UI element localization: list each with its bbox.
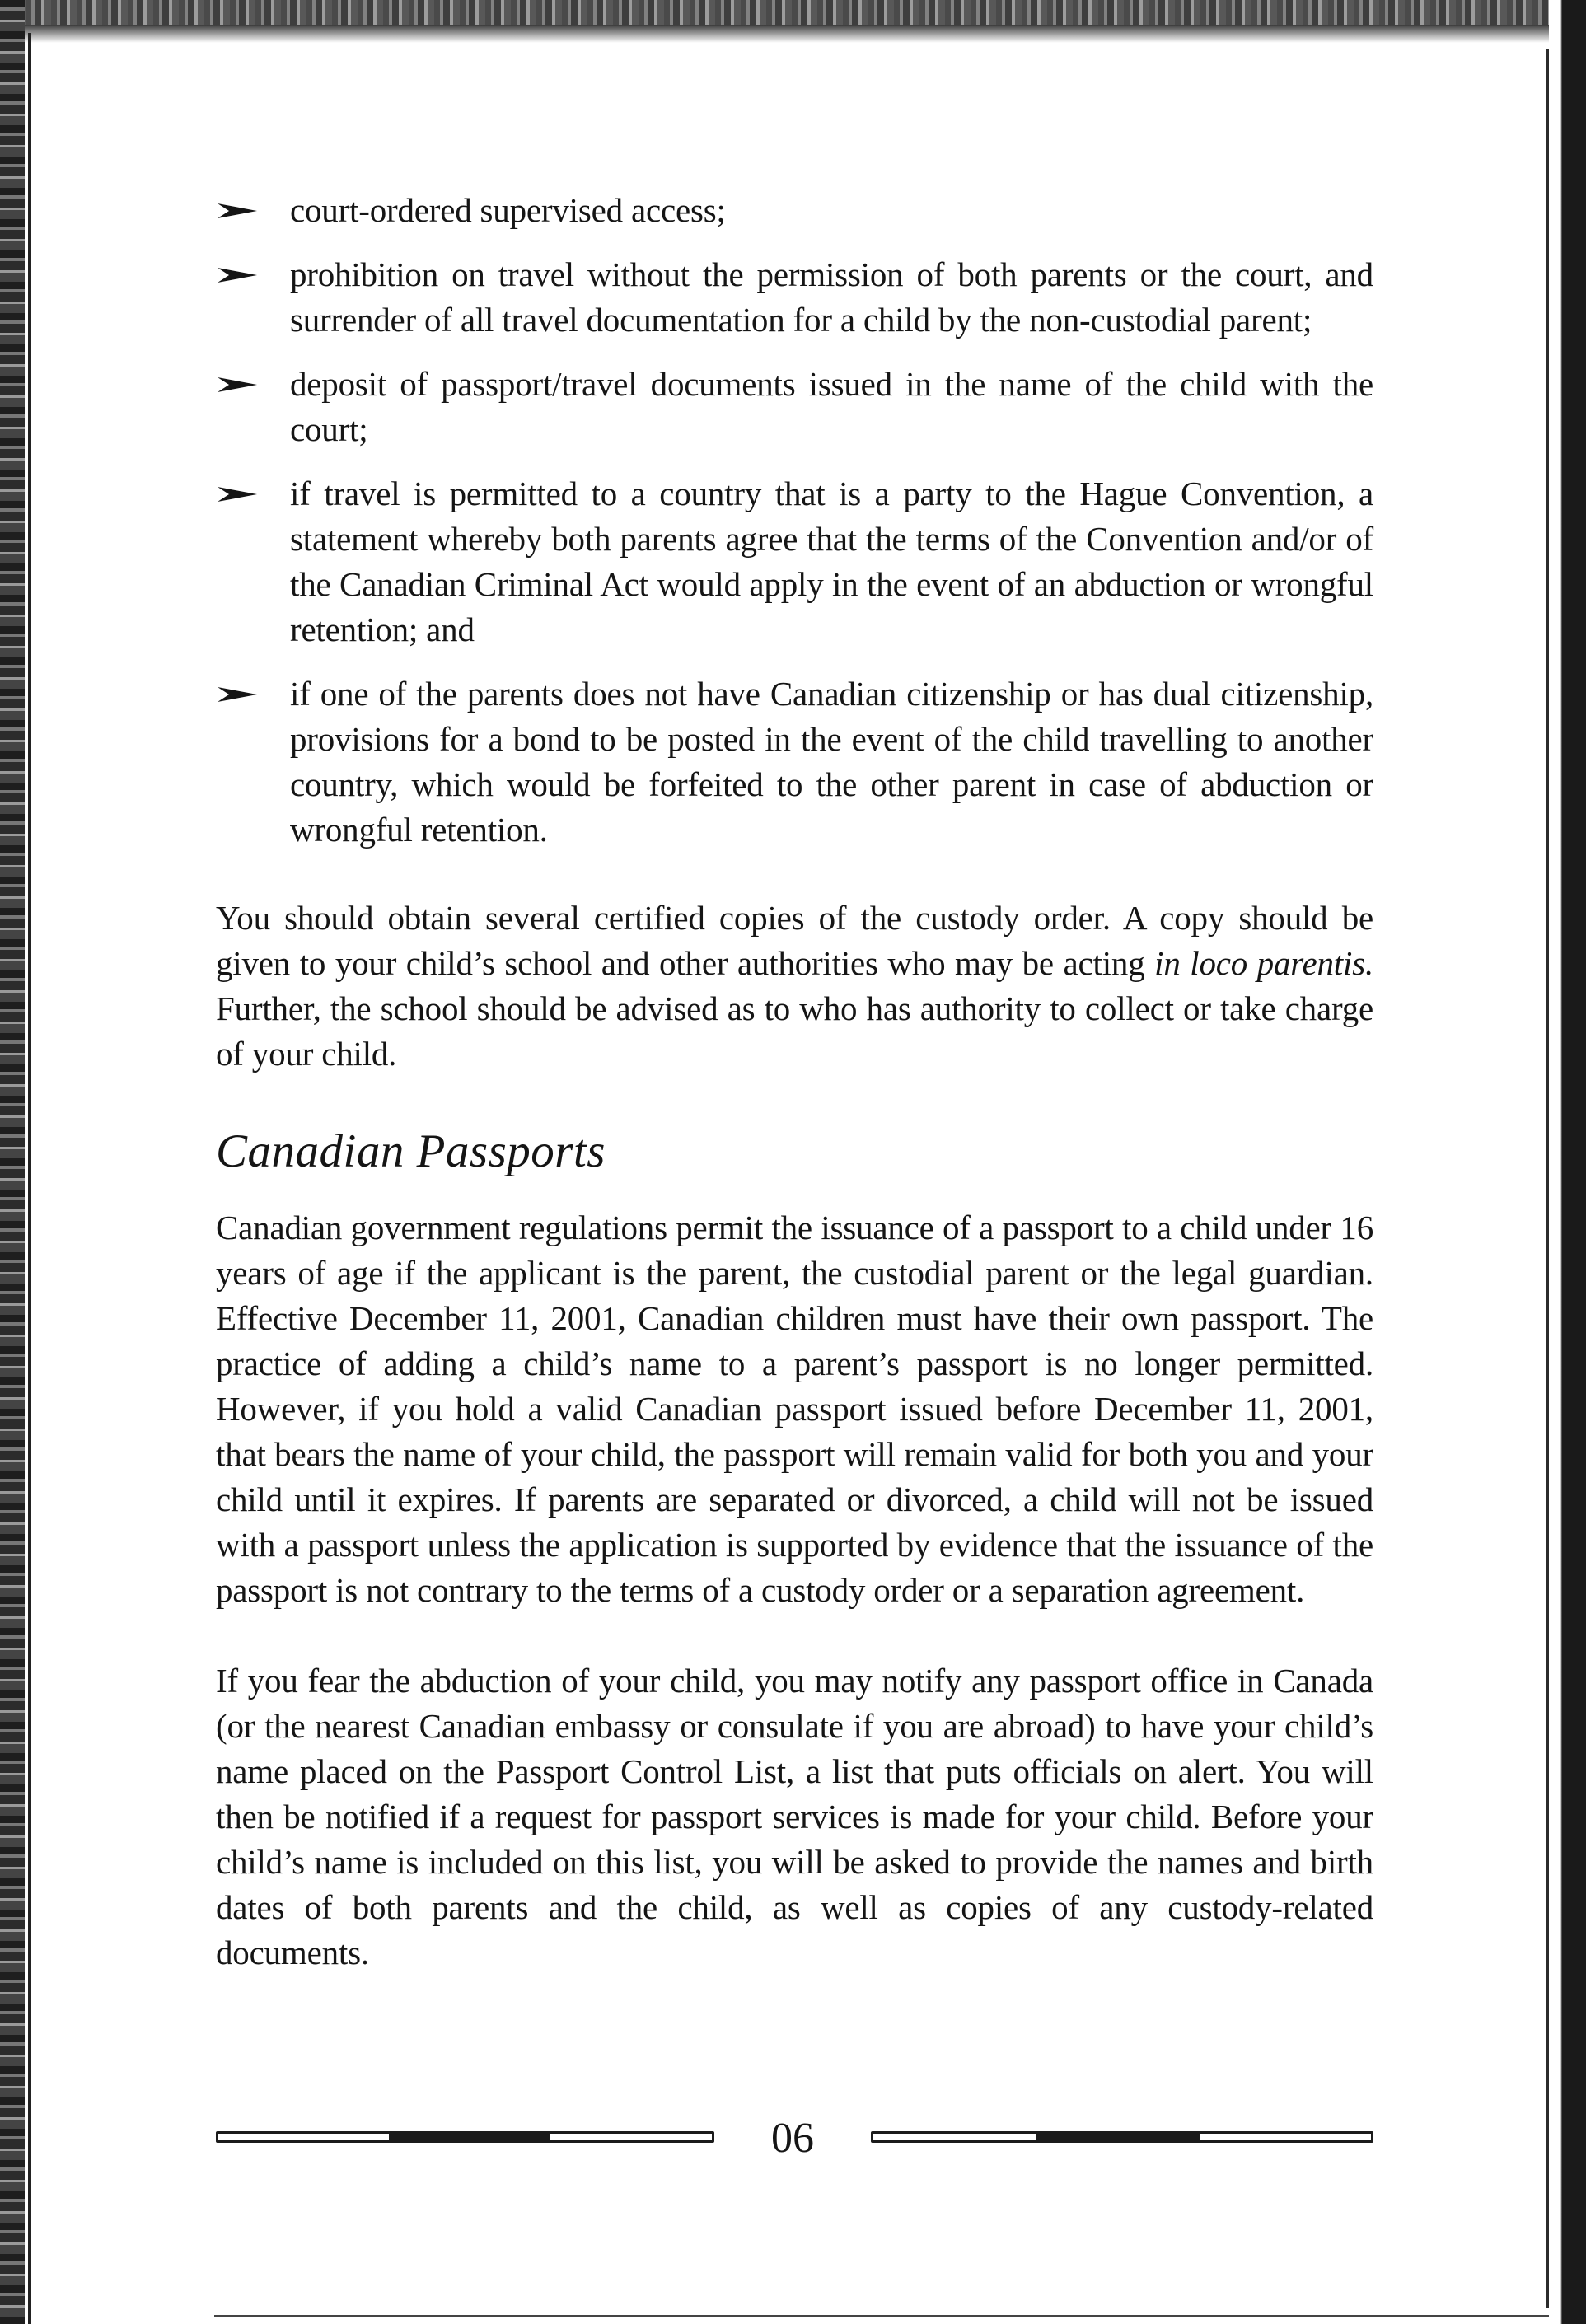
- list-item-text: prohibition on travel without the permission of both parents or the court, and surrender of all travel documentation for a child by the non-custodial parent;: [290, 255, 1373, 339]
- page-footer: [216, 2113, 1373, 2171]
- list-item-text: if one of the parents does not have Canadian citizenship or has dual citizenship, provisions for a bond to be posted in the event of the child travelling to another country, which would be forfeited to the other parent in case of abduction or wrongful retention.: [290, 675, 1373, 849]
- custody-paragraph-text-end: Further, the school should be advised as to who has authority to collect or take charge of your child.: [216, 989, 1373, 1073]
- latin-phrase: in loco parentis.: [1154, 944, 1373, 982]
- section-heading: Canadian Passports: [216, 1125, 606, 1177]
- list-item: [216, 362, 1373, 452]
- passport-control-list-paragraph: If you fear the abduction of your child, you may notify any passport office in Canada (or the nearest Canadian embassy or consulate if you are abroad) to have your child’s name placed on the Passport Control List, a list that puts officials on alert. You will then be notified if a request for passport services is made for your child. Before your child’s name is included on this list, you will be asked to provide the names and birth dates of both parents and the child, as well as copies of any custody-related documents.: [216, 1662, 1373, 1971]
- custody-paragraph-text-start: You should obtain several certified copies of the custody order. A copy should be given to your child’s school and other authorities who may be acting: [216, 899, 1373, 982]
- arrowhead-bullet-icon: [216, 252, 259, 297]
- footer-ornament-right: [871, 2131, 1373, 2146]
- list-item: [216, 252, 1373, 343]
- list-item-text: deposit of passport/travel documents issued in the name of the child with the court;: [290, 365, 1373, 448]
- list-item: [216, 471, 1373, 652]
- page-content: [216, 188, 1373, 1976]
- scan-edge-left: [0, 0, 25, 2324]
- custody-order-provisions-list: [216, 188, 1373, 853]
- scan-edge-left-line: [28, 33, 31, 2324]
- list-item: [216, 671, 1373, 853]
- page-bottom-border: [214, 2315, 1549, 2317]
- scan-edge-right: [1549, 0, 1586, 2324]
- passport-regulations-paragraph: Canadian government regulations permit the issuance of a passport to a child under 16 years of age if the applicant is the parent, the custodial parent or the legal guardian. Effective December 11, 2001, Canadian children must have their own passport. The practice of adding a child’s name to a parent’s passport is no longer permitted. However, if you hold a valid Canadian passport issued before December 11, 2001, that bears the name of your child, the passport will remain valid for both you and your child until it expires. If parents are separated or divorced, a child will not be issued with a passport unless the application is supported by evidence that the issuance of the passport is not contrary to the terms of a custody order or a separation agreement.: [216, 1209, 1373, 1609]
- arrowhead-bullet-icon: [216, 362, 259, 407]
- scan-edge-top-fade: [0, 25, 1586, 43]
- list-item-text: court-ordered supervised access;: [290, 191, 726, 229]
- arrowhead-bullet-icon: [216, 188, 259, 233]
- footer-ornament-left: [216, 2131, 714, 2146]
- list-item-text: if travel is permitted to a country that is a party to the Hague Convention, a statement whereby both parents agree that the terms of the Convention and/or of the Canadian Criminal Act would apply in the event of an abduction or wrongful retention; and: [290, 475, 1373, 648]
- custody-copies-paragraph: [216, 895, 1373, 1077]
- arrowhead-bullet-icon: [216, 671, 259, 717]
- page-number: 06: [771, 2115, 814, 2162]
- arrowhead-bullet-icon: [216, 471, 259, 517]
- list-item: [216, 188, 1373, 233]
